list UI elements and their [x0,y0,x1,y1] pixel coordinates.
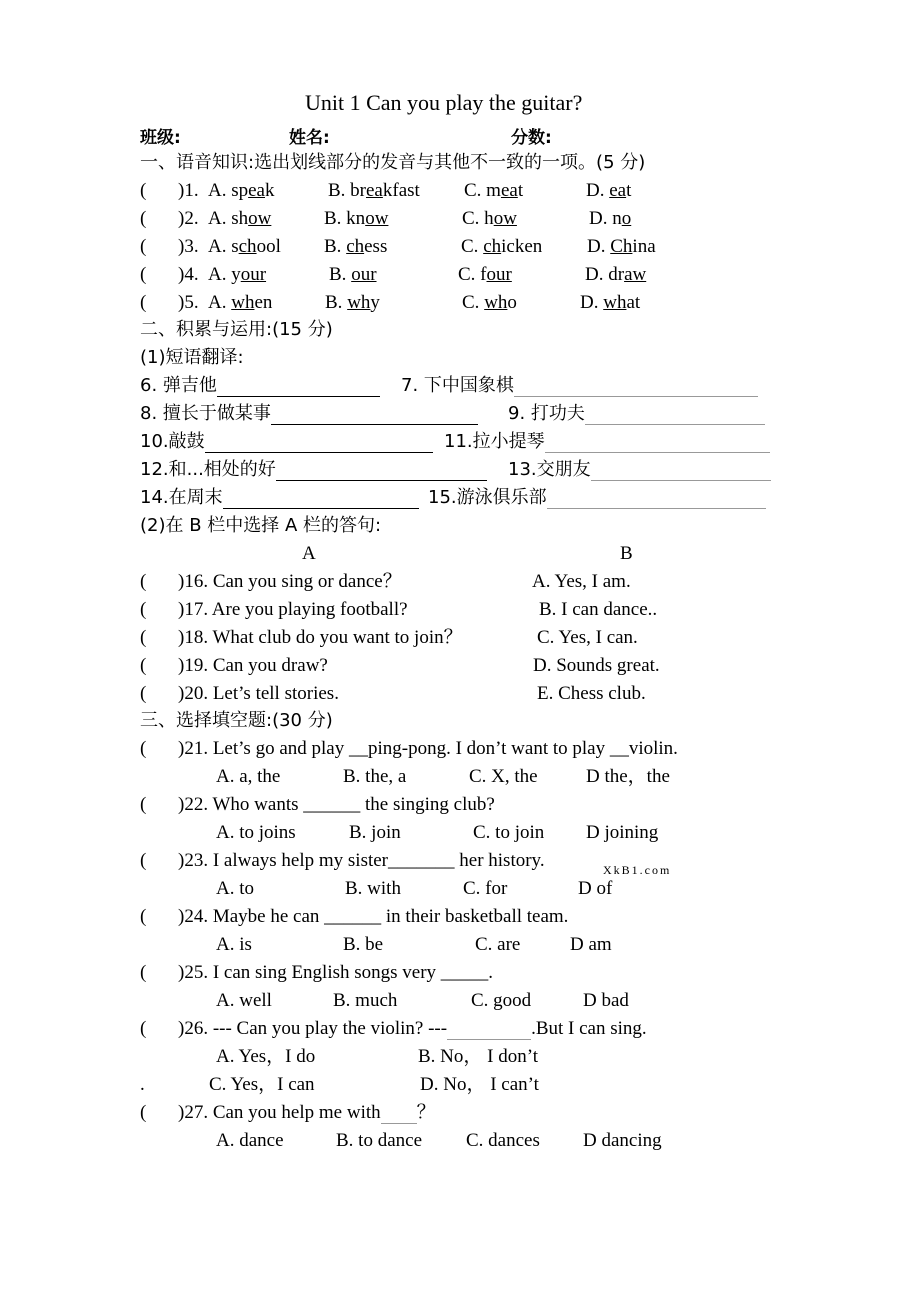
name-label: 姓名: [289,128,330,148]
option-text: A. [208,292,232,313]
phrase-8: 8. 擅长于做某事 [140,403,478,425]
underlined-sound: our [486,264,512,285]
underlined-sound: our [351,264,377,285]
option-text: B. kn [324,208,366,229]
option-text-rest: ina [632,236,656,257]
question-text-part: )26. --- Can you play the violin? --- [178,1018,448,1039]
match-answer: A. Yes, I am. [532,571,631,592]
option-text-rest: at [626,292,641,313]
answer-paren: ( [140,683,147,704]
option-text-rest: t [626,180,632,201]
question-number: )5. [178,292,199,313]
option-d [580,292,640,314]
option-c [462,208,517,230]
answer-paren: ( [140,738,147,759]
option-b [328,180,420,202]
option-a: A. dance [216,1130,284,1151]
underlined-sound: ea [500,180,518,201]
option-text: D. [580,292,604,313]
phrase-12: 12.和...相处的好 [140,459,487,481]
option-a: A. to [216,878,254,899]
option-a [208,292,272,314]
underlined-sound: wh [603,292,627,313]
match-answer: D. Sounds great. [533,655,660,676]
column-b-label: B [620,543,633,564]
option-d: D. No， I can’t [420,1074,539,1095]
section2-heading: 二、积累与运用:(15 分) [140,319,333,340]
phrase-9: 9. 打功夫 [508,403,765,425]
question-text-part: .But I can sing. [531,1018,647,1039]
option-text: A. s [208,236,239,257]
question-number: )3. [178,236,199,257]
answer-paren: ( [140,236,147,257]
phrase-10: 10.敲鼓 [140,431,433,453]
section2-sub2: (2)在 B 栏中选择 A 栏的答句: [140,515,382,536]
underlined-sound: wh [231,292,255,313]
underlined-sound: ch [238,236,257,257]
underlined-sound: ow [493,208,517,229]
option-b: B. to dance [336,1130,423,1151]
option-c: C. X, the [469,766,538,787]
underlined-sound: wh [484,292,508,313]
answer-paren: ( [140,794,147,815]
phrase-6: 6. 弹吉他 [140,375,380,397]
option-text: A. y [208,264,241,285]
underlined-sound: Ch [610,236,633,257]
underlined-sound: ea [609,180,627,201]
section3-heading: 三、选择填空题:(30 分) [140,710,333,731]
answer-paren: ( [140,599,147,620]
option-b: B. No， I don’t [418,1046,538,1067]
option-a [208,264,266,286]
option-c: C. to join [473,822,545,843]
option-b: B. much [333,990,398,1011]
match-question: )18. What club do you want to join？ [178,627,463,648]
option-text: C. m [464,180,501,201]
option-c: C. for [463,878,508,899]
option-text: B. [329,264,352,285]
underlined-sound: ow [248,208,272,229]
underlined-sound: ow [365,208,389,229]
class-label: 班级: [140,128,181,148]
answer-paren: ( [140,264,147,285]
option-text-rest: icken [501,236,543,257]
column-a-label: A [302,543,316,564]
option-d: D am [570,934,612,955]
option-b: B. join [349,822,401,843]
question-text: )21. Let’s go and play __ping-pong. I don’t want to play __violin. [178,738,678,759]
option-text: B. [324,236,347,257]
option-text: C. [461,236,484,257]
option-c [462,292,517,314]
option-d: D bad [583,990,629,1011]
option-a: A. Yes，I do [216,1046,316,1067]
question-number: )4. [178,264,199,285]
option-b [324,236,387,258]
option-a: A. well [216,990,272,1011]
option-d: D dancing [583,1130,662,1151]
option-a [208,236,281,258]
phrase-15: 15.游泳俱乐部 [428,487,766,509]
underlined-sound: ch [346,236,365,257]
match-question: )19. Can you draw? [178,655,328,676]
option-text-rest: ess [364,236,388,257]
option-text-rest: kfast [382,180,420,201]
match-answer: C. Yes, I can. [537,627,638,648]
question-text [178,1018,647,1040]
option-d [585,264,646,286]
page-title: Unit 1 Can you play the guitar? [305,90,583,115]
option-b: B. with [345,878,401,899]
underlined-sound: o [621,208,632,229]
option-b [324,208,388,230]
option-text: B. [325,292,348,313]
answer-paren: ( [140,850,147,871]
option-text: A. sh [208,208,249,229]
option-d: D of [578,878,613,899]
option-text: B. br [328,180,366,201]
question-number: )2. [178,208,199,229]
phrase-13: 13.交朋友 [508,459,771,481]
option-text-rest: o [507,292,517,313]
option-d [586,180,631,202]
stray-dot: . [140,1074,145,1095]
option-d: D joining [586,822,659,843]
question-text: )22. Who wants ______ the singing club? [178,794,495,815]
answer-blank [381,1103,417,1124]
match-question: )20. Let’s tell stories. [178,683,339,704]
option-d [587,236,656,258]
phrase-7: 7. 下中国象棋 [401,375,758,397]
underlined-sound: ea [366,180,383,201]
underlined-sound: our [240,264,267,285]
option-a: A. to joins [216,822,296,843]
question-number: )1. [178,180,199,201]
match-question: )16. Can you sing or dance？ [178,571,402,592]
option-c: C. dances [466,1130,540,1151]
option-a: A. a, the [216,766,281,787]
watermark: XkB1.com [603,863,672,877]
question-text: )23. I always help my sister_______ her history. [178,850,545,871]
option-text: A. sp [208,180,249,201]
option-b [329,264,377,286]
question-text: )24. Maybe he can ______ in their basketball team. [178,906,569,927]
option-text-rest: y [370,292,380,313]
option-c: C. Yes，I can [209,1074,315,1095]
match-answer: E. Chess club. [537,683,646,704]
question-text: )25. I can sing English songs very _____. [178,962,494,983]
option-text: D. [586,180,610,201]
underlined-sound: ch [483,236,502,257]
answer-paren: ( [140,571,147,592]
match-question: )17. Are you playing football? [178,599,408,620]
option-b: B. be [343,934,384,955]
answer-paren: ( [140,1018,147,1039]
score-label: 分数: [511,128,552,148]
underlined-sound: wh [347,292,371,313]
answer-blank [447,1019,531,1040]
phrase-11: 11.拉小提琴 [444,431,770,453]
option-c [461,236,542,258]
answer-paren: ( [140,906,147,927]
option-text: D. dr [585,264,625,285]
underlined-sound: aw [624,264,647,285]
option-text-rest: k [265,180,275,201]
option-text: C. h [462,208,494,229]
option-c [458,264,512,286]
option-b: B. the, a [343,766,407,787]
option-c: C. are [475,934,521,955]
question-text-part: )27. Can you help me with [178,1102,381,1123]
option-b [325,292,380,314]
option-c [464,180,523,202]
answer-paren: ( [140,962,147,983]
answer-paren: ( [140,655,147,676]
underlined-sound: ea [248,180,265,201]
option-text-rest: t [517,180,524,201]
option-text: D. [587,236,611,257]
phrase-14: 14.在周末 [140,487,419,509]
section2-sub1: (1)短语翻译: [140,347,244,368]
option-text: C. [462,292,485,313]
answer-paren: ( [140,180,147,201]
option-a: A. is [216,934,252,955]
option-d: D the，the [586,766,670,787]
section1-heading: 一、语音知识:选出划线部分的发音与其他不一致的一项。(5 分) [140,152,646,173]
option-text: D. n [589,208,622,229]
answer-paren: ( [140,292,147,313]
question-text-part: ？ [416,1102,436,1123]
answer-paren: ( [140,208,147,229]
option-d [589,208,631,230]
option-c: C. good [471,990,532,1011]
option-text: C. f [458,264,487,285]
answer-paren: ( [140,627,147,648]
option-text-rest: en [254,292,273,313]
match-answer: B. I can dance.. [539,599,658,620]
question-text [178,1102,436,1124]
option-a [208,208,271,230]
answer-paren: ( [140,1102,147,1123]
option-a [208,180,275,202]
option-text-rest: ool [256,236,281,257]
